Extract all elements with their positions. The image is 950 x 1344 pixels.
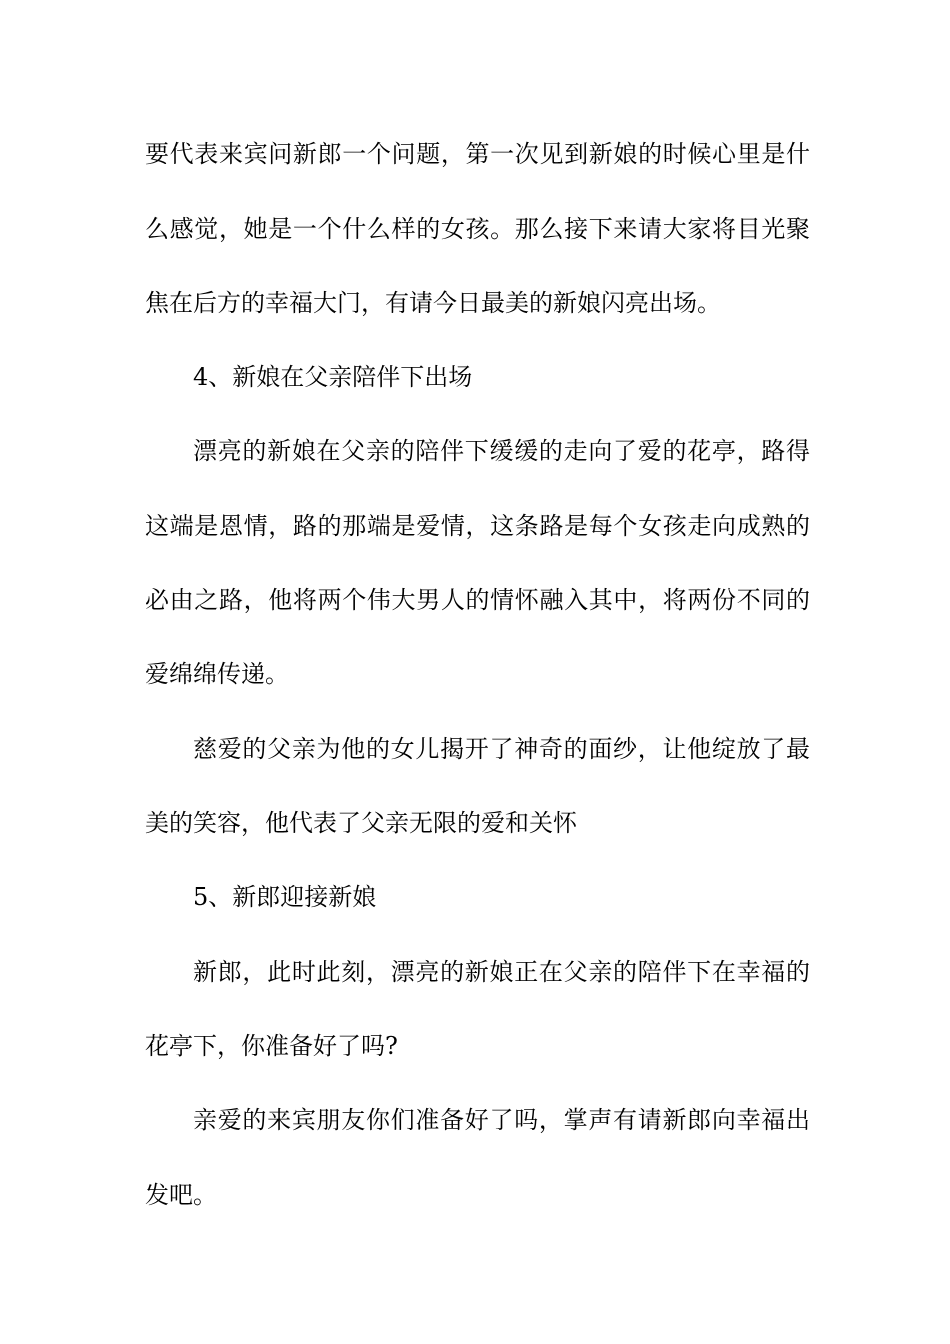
paragraph-line: 美的笑容，他代表了父亲无限的爱和关怀	[145, 809, 577, 837]
paragraph-line: 慈爱的父亲为他的女儿揭开了神奇的面纱，让他绽放了最	[193, 735, 810, 763]
paragraph-line: 漂亮的新娘在父亲的陪伴下缓缓的走向了爱的花亭，路得	[193, 437, 810, 465]
section-heading: 5、新郎迎接新娘	[193, 883, 377, 911]
paragraph-line: 新郎，此时此刻，漂亮的新娘正在父亲的陪伴下在幸福的	[193, 958, 810, 986]
section-heading: 4、新娘在父亲陪伴下出场	[193, 363, 473, 391]
paragraph-line: 么感觉，她是一个什么样的女孩。那么接下来请大家将目光聚	[145, 215, 810, 243]
paragraph-line: 爱绵绵传递。	[145, 660, 289, 688]
paragraph-line: 必由之路，他将两个伟大男人的情怀融入其中，将两份不同的	[145, 586, 810, 614]
paragraph-line: 焦在后方的幸福大门，有请今日最美的新娘闪亮出场。	[145, 289, 721, 317]
paragraph-line: 这端是恩情，路的那端是爱情，这条路是每个女孩走向成熟的	[145, 512, 810, 540]
paragraph-line: 亲爱的来宾朋友你们准备好了吗，掌声有请新郎向幸福出	[193, 1106, 810, 1134]
paragraph-line: 花亭下，你准备好了吗?	[145, 1032, 398, 1060]
paragraph-line: 要代表来宾问新郎一个问题，第一次见到新娘的时候心里是什	[145, 140, 810, 168]
paragraph-line: 发吧。	[145, 1181, 217, 1209]
